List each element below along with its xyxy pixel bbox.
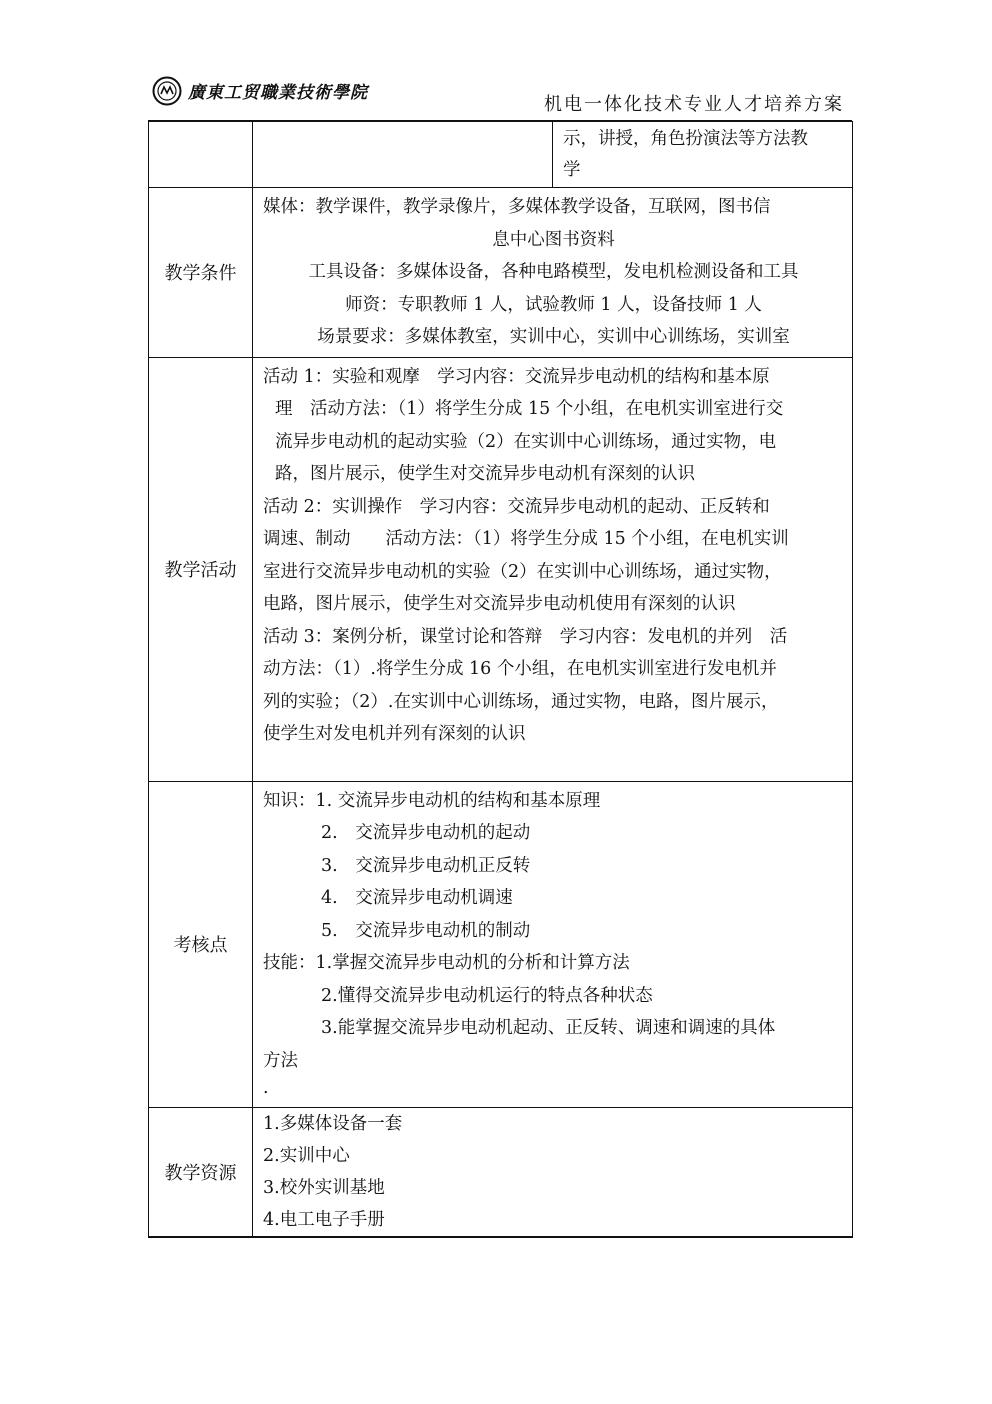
- school-seal-icon: [152, 76, 182, 106]
- resource-item: 4.电工电子手册: [263, 1209, 385, 1230]
- activity-line: 理 活动方法：（1）将学生分成 15 个小组，在电机实训室进行交: [275, 399, 784, 419]
- resources-content: [253, 1107, 853, 1237]
- knowledge-item: 5. 交流异步电动机的制动: [321, 920, 531, 941]
- skill-line: [263, 947, 844, 980]
- activity-line: 调速、制动 活动方法：（1）将学生分成 15 个小组，在电机实训: [263, 529, 789, 549]
- resources-label: 教学资源: [149, 1107, 253, 1237]
- activities-content: [253, 357, 853, 781]
- activity-line: 使学生对发电机并列有深刻的认识: [263, 724, 526, 744]
- skill-item: 1.掌握交流异步电动机的分析和计算方法: [315, 953, 630, 973]
- resource-item: 2.实训中心: [263, 1145, 350, 1166]
- table-row-conditions: [149, 188, 853, 358]
- activities-label: 教学活动: [149, 357, 253, 781]
- table-row-continuation: [149, 122, 853, 188]
- knowledge-item: 3. 交流异步电动机正反转: [321, 855, 531, 876]
- skill-prefix: 技能：: [263, 953, 316, 973]
- activity-line: 活动 1：实验和观摩 学习内容：交流异步电动机的结构和基本原: [263, 366, 770, 387]
- knowledge-item: 2. 交流异步电动机的起动: [321, 823, 531, 843]
- knowledge-item: 4. 交流异步电动机调速: [321, 888, 513, 908]
- activity-line: 动方法：（1）.将学生分成 16 个小组，在电机实训室进行发电机并: [263, 659, 777, 679]
- conditions-line: 媒体：教学课件，教学录像片，多媒体教学设备，互联网，图书信: [263, 197, 771, 217]
- knowledge-prefix: 知识：: [263, 790, 316, 811]
- conditions-label: 教学条件: [149, 188, 253, 358]
- page-header: [148, 70, 852, 122]
- document-title: 机电一体化技术专业人才培养方案: [544, 94, 844, 115]
- school-name: 廣東工贸職業技術學院: [188, 83, 368, 103]
- activity-line: 列的实验；（2）.在实训中心训练场，通过实物，电路，图片展示，: [263, 691, 779, 712]
- resource-item: 3.校外实训基地: [263, 1177, 385, 1198]
- conditions-line: 师资：专职教师 1 人，试验教师 1 人，设备技师 1 人: [345, 294, 762, 315]
- activity-line: 室进行交流异步电动机的实验（2）在实训中心训练场，通过实物，: [263, 561, 782, 582]
- activity-line: 活动 2：实训操作 学习内容：交流异步电动机的起动、正反转和: [263, 496, 770, 517]
- activity-line: 路，图片展示，使学生对交流异步电动机有深刻的认识: [275, 464, 695, 484]
- knowledge-item: 1. 交流异步电动机的结构和基本原理: [315, 790, 601, 811]
- activity-line: 电路，图片展示，使学生对交流异步电动机使用有深刻的认识: [263, 594, 736, 614]
- skill-item: 方法: [263, 1050, 298, 1071]
- table-row-assessment: [149, 781, 853, 1107]
- conditions-line: 场景要求：多媒体教室，实训中心，实训中心训练场，实训室: [317, 327, 790, 347]
- activity-line: 流异步电动机的起动实验（2）在实训中心训练场，通过实物，电: [275, 431, 777, 452]
- curriculum-table: [148, 121, 853, 1238]
- assessment-label: 考核点: [149, 781, 253, 1107]
- conditions-content: [253, 188, 853, 358]
- empty-label-cell: [149, 122, 253, 188]
- method-cell: [553, 122, 853, 188]
- empty-content-cell: [253, 122, 553, 188]
- resource-item: 1.多媒体设备一套: [263, 1113, 403, 1134]
- table-row-activities: [149, 357, 853, 781]
- table-row-resources: [149, 1107, 853, 1237]
- method-text-line: 学: [563, 159, 581, 180]
- method-text-line: 示，讲授，角色扮演法等方法教: [563, 128, 808, 149]
- skill-item: 3.能掌握交流异步电动机起动、正反转、调速和调速的具体: [321, 1018, 776, 1038]
- knowledge-line: [263, 785, 844, 818]
- activity-line: 活动 3：案例分析，课堂讨论和答辩 学习内容：发电机的并列 活: [263, 626, 788, 647]
- assessment-content: [253, 781, 853, 1107]
- conditions-line: 工具设备：多媒体设备，各种电路模型，发电机检测设备和工具: [308, 262, 799, 282]
- skill-item: 2.懂得交流异步电动机运行的特点各种状态: [321, 985, 653, 1006]
- conditions-line: 息中心图书资料: [492, 229, 615, 250]
- trailing-dot: .: [263, 1078, 269, 1098]
